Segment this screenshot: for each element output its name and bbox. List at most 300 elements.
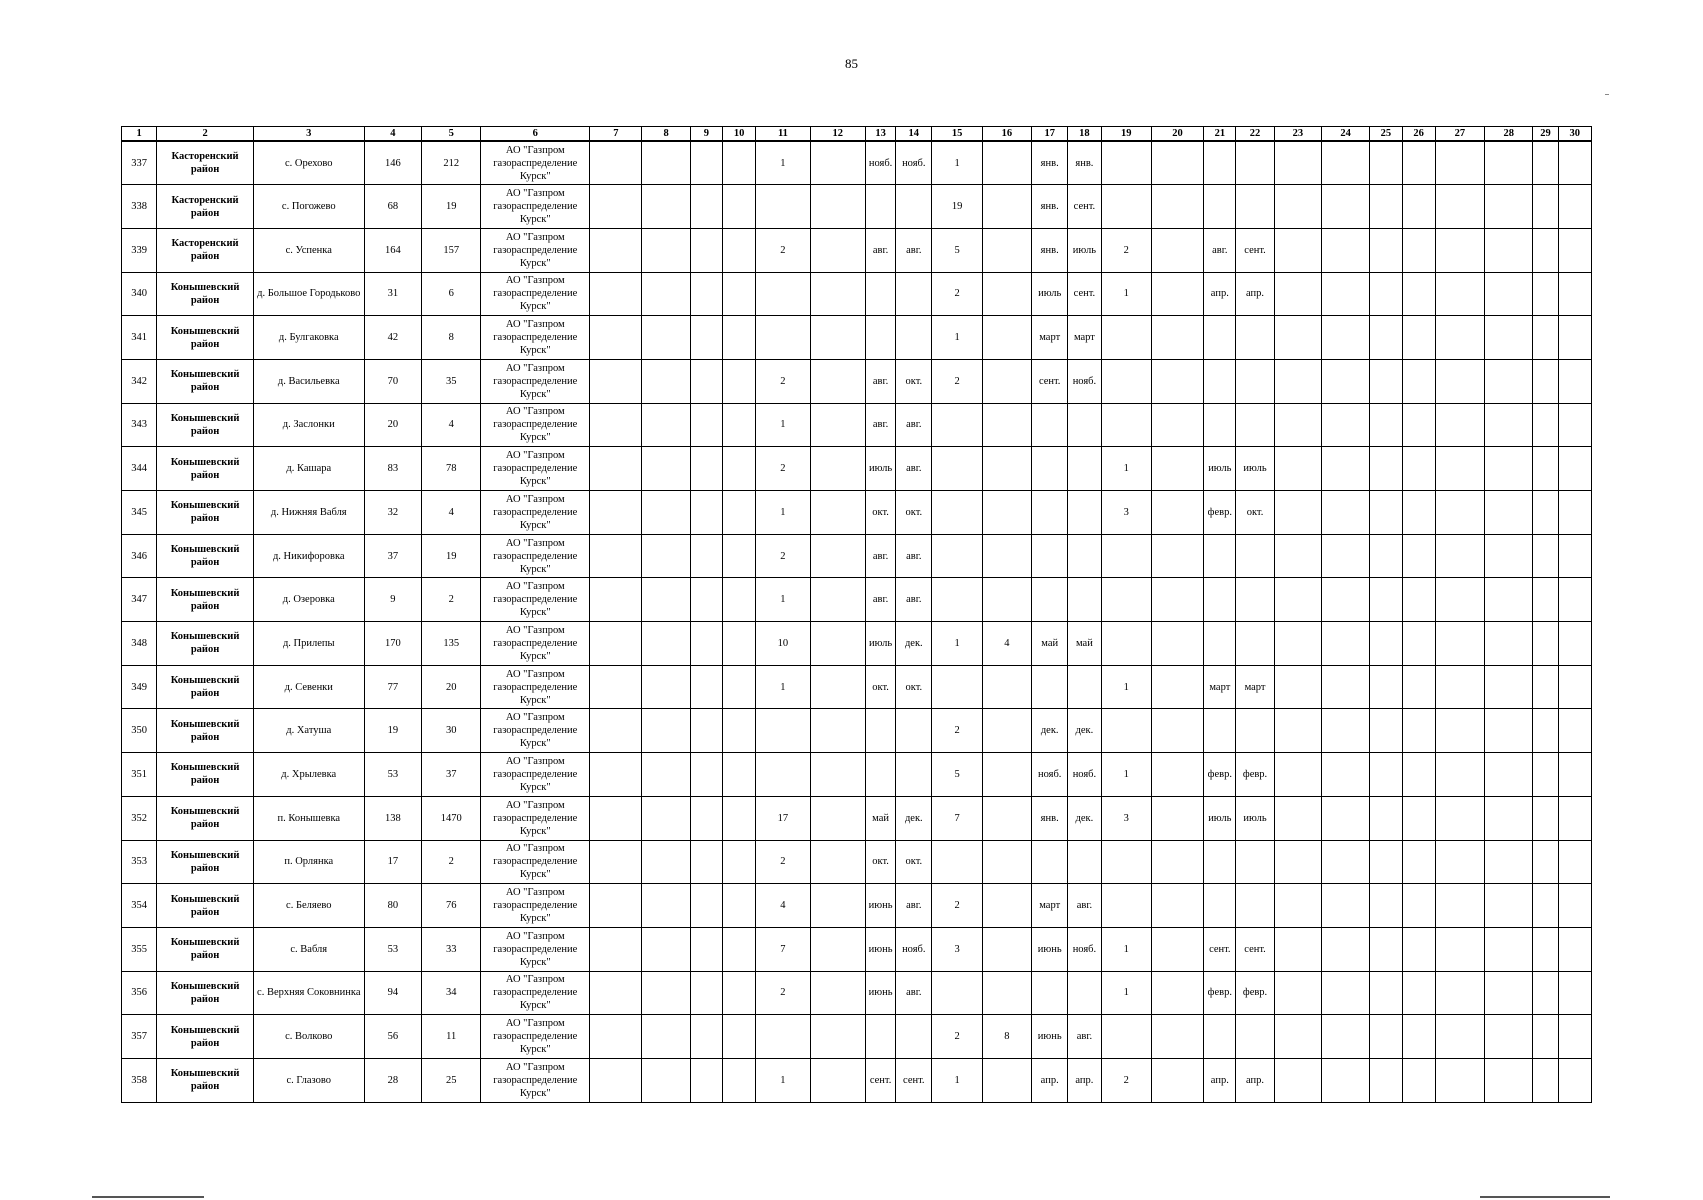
- table-cell: [590, 927, 642, 971]
- table-cell: [756, 316, 810, 360]
- table-cell: нояб.: [1032, 753, 1068, 797]
- table-cell: [982, 316, 1031, 360]
- table-cell: [982, 534, 1031, 578]
- table-cell: март: [1068, 316, 1101, 360]
- table-cell: [1370, 447, 1402, 491]
- table-cell: [810, 447, 865, 491]
- table-cell: [1485, 534, 1533, 578]
- district-cell: Касторенский район: [157, 141, 254, 185]
- column-header: 18: [1068, 127, 1101, 142]
- table-cell: 1: [1101, 753, 1151, 797]
- table-cell: [865, 316, 895, 360]
- settlement-cell: д. Хрылевка: [253, 753, 364, 797]
- table-cell: [1402, 709, 1435, 753]
- table-cell: [896, 1015, 932, 1059]
- table-cell: [932, 971, 982, 1015]
- table-cell: янв.: [1032, 141, 1068, 185]
- table-cell: [1101, 359, 1151, 403]
- table-cell: [1274, 753, 1321, 797]
- row-number-cell: 349: [122, 665, 157, 709]
- table-cell: [1435, 359, 1484, 403]
- table-cell: [1204, 403, 1236, 447]
- table-cell: [1402, 185, 1435, 229]
- table-cell: июль: [865, 622, 895, 666]
- table-cell: [1435, 665, 1484, 709]
- table-cell: [1321, 272, 1369, 316]
- table-cell: [1236, 622, 1274, 666]
- table-cell: нояб.: [1068, 753, 1101, 797]
- table-cell: [1370, 665, 1402, 709]
- table-cell: [1533, 753, 1558, 797]
- table-cell: сент.: [1204, 927, 1236, 971]
- table-cell: 8: [422, 316, 481, 360]
- table-cell: [1274, 622, 1321, 666]
- table-cell: [982, 359, 1031, 403]
- table-cell: [723, 534, 756, 578]
- table-cell: [1370, 316, 1402, 360]
- table-cell: 1: [1101, 447, 1151, 491]
- table-cell: [982, 927, 1031, 971]
- table-cell: янв.: [1032, 796, 1068, 840]
- column-header: 8: [642, 127, 690, 142]
- table-cell: [1435, 316, 1484, 360]
- table-cell: 19: [422, 534, 481, 578]
- table-cell: [1485, 185, 1533, 229]
- table-cell: [1274, 534, 1321, 578]
- table-cell: [1236, 534, 1274, 578]
- settlement-cell: с. Беляево: [253, 884, 364, 928]
- table-cell: 19: [932, 185, 982, 229]
- table-cell: [1151, 578, 1203, 622]
- table-cell: [810, 753, 865, 797]
- table-cell: 17: [756, 796, 810, 840]
- settlement-cell: д. Васильевка: [253, 359, 364, 403]
- table-cell: сент.: [1068, 272, 1101, 316]
- table-cell: [932, 840, 982, 884]
- table-cell: [1402, 1058, 1435, 1102]
- table-row: [122, 534, 1592, 578]
- table-cell: июль: [1204, 796, 1236, 840]
- table-cell: [1533, 534, 1558, 578]
- table-cell: [1151, 884, 1203, 928]
- column-header: 13: [865, 127, 895, 142]
- table-row: [122, 884, 1592, 928]
- settlement-cell: п. Орлянка: [253, 840, 364, 884]
- table-cell: [1533, 1015, 1558, 1059]
- table-cell: [1236, 403, 1274, 447]
- table-cell: [1236, 884, 1274, 928]
- footer-rule: [1480, 1196, 1610, 1198]
- organization-cell: АО "Газпром газораспределение Курск": [481, 272, 590, 316]
- table-cell: [723, 796, 756, 840]
- table-cell: [690, 185, 722, 229]
- organization-cell: АО "Газпром газораспределение Курск": [481, 665, 590, 709]
- table-cell: [1321, 665, 1369, 709]
- table-cell: [1485, 927, 1533, 971]
- table-cell: 1: [932, 141, 982, 185]
- table-cell: [723, 185, 756, 229]
- table-cell: [723, 622, 756, 666]
- table-cell: [1068, 665, 1101, 709]
- table-cell: [723, 971, 756, 1015]
- table-cell: [1370, 578, 1402, 622]
- table-cell: [1068, 534, 1101, 578]
- table-cell: [1236, 359, 1274, 403]
- table-cell: [1274, 1058, 1321, 1102]
- table-cell: [1321, 359, 1369, 403]
- table-row: [122, 447, 1592, 491]
- table-cell: [1435, 185, 1484, 229]
- table-cell: [982, 665, 1031, 709]
- table-cell: [1402, 403, 1435, 447]
- settlement-cell: с. Погожево: [253, 185, 364, 229]
- table-cell: [590, 753, 642, 797]
- table-cell: [982, 141, 1031, 185]
- table-cell: [1435, 840, 1484, 884]
- table-cell: [756, 709, 810, 753]
- table-cell: 1: [932, 316, 982, 360]
- table-cell: [1558, 185, 1591, 229]
- row-number-cell: 344: [122, 447, 157, 491]
- table-cell: [1558, 971, 1591, 1015]
- organization-cell: АО "Газпром газораспределение Курск": [481, 228, 590, 272]
- table-cell: [982, 840, 1031, 884]
- table-cell: [1485, 228, 1533, 272]
- table-cell: [1101, 141, 1151, 185]
- table-cell: [590, 1058, 642, 1102]
- table-cell: [1485, 796, 1533, 840]
- table-cell: [982, 272, 1031, 316]
- table-cell: февр.: [1236, 753, 1274, 797]
- table-cell: [756, 1015, 810, 1059]
- table-cell: 11: [422, 1015, 481, 1059]
- table-cell: [1101, 578, 1151, 622]
- table-cell: янв.: [1032, 228, 1068, 272]
- table-cell: [1485, 447, 1533, 491]
- table-cell: [690, 447, 722, 491]
- table-cell: 94: [364, 971, 421, 1015]
- table-cell: [1370, 185, 1402, 229]
- table-cell: [982, 971, 1031, 1015]
- table-cell: [1558, 1058, 1591, 1102]
- table-cell: [642, 1058, 690, 1102]
- table-cell: 157: [422, 228, 481, 272]
- table-cell: [590, 578, 642, 622]
- table-cell: [1435, 272, 1484, 316]
- organization-cell: АО "Газпром газораспределение Курск": [481, 709, 590, 753]
- column-header: 4: [364, 127, 421, 142]
- table-cell: июль: [1032, 272, 1068, 316]
- district-cell: Конышевский район: [157, 840, 254, 884]
- district-cell: Конышевский район: [157, 796, 254, 840]
- row-number-cell: 338: [122, 185, 157, 229]
- table-cell: 1: [756, 578, 810, 622]
- table-cell: [1321, 491, 1369, 535]
- table-cell: [1533, 403, 1558, 447]
- row-number-cell: 354: [122, 884, 157, 928]
- table-cell: июль: [1236, 447, 1274, 491]
- table-cell: [982, 884, 1031, 928]
- organization-cell: АО "Газпром газораспределение Курск": [481, 403, 590, 447]
- organization-cell: АО "Газпром газораспределение Курск": [481, 840, 590, 884]
- table-cell: 2: [756, 971, 810, 1015]
- table-cell: [1402, 840, 1435, 884]
- table-cell: [1370, 622, 1402, 666]
- column-header: 27: [1435, 127, 1484, 142]
- table-cell: окт.: [896, 840, 932, 884]
- table-cell: [810, 927, 865, 971]
- organization-cell: АО "Газпром газораспределение Курск": [481, 753, 590, 797]
- column-header: 22: [1236, 127, 1274, 142]
- table-cell: [1435, 971, 1484, 1015]
- table-cell: [690, 709, 722, 753]
- table-cell: [642, 709, 690, 753]
- district-cell: Конышевский район: [157, 359, 254, 403]
- table-cell: 20: [422, 665, 481, 709]
- table-cell: июнь: [865, 927, 895, 971]
- table-cell: 4: [756, 884, 810, 928]
- table-cell: [1370, 927, 1402, 971]
- table-cell: [810, 709, 865, 753]
- table-cell: [1370, 491, 1402, 535]
- table-cell: [1558, 359, 1591, 403]
- table-cell: март: [1204, 665, 1236, 709]
- table-cell: 53: [364, 927, 421, 971]
- table-cell: [1402, 665, 1435, 709]
- table-cell: [810, 665, 865, 709]
- table-cell: [1101, 316, 1151, 360]
- table-cell: дек.: [1068, 796, 1101, 840]
- table-cell: [896, 185, 932, 229]
- table-cell: [1558, 578, 1591, 622]
- district-cell: Конышевский район: [157, 884, 254, 928]
- table-cell: 30: [422, 709, 481, 753]
- table-cell: [1204, 709, 1236, 753]
- table-cell: [896, 753, 932, 797]
- table-cell: [1151, 927, 1203, 971]
- organization-cell: АО "Газпром газораспределение Курск": [481, 447, 590, 491]
- table-cell: [1032, 491, 1068, 535]
- table-cell: [810, 534, 865, 578]
- table-cell: дек.: [896, 796, 932, 840]
- table-cell: апр.: [1204, 272, 1236, 316]
- table-cell: [1533, 796, 1558, 840]
- table-cell: [896, 272, 932, 316]
- table-cell: [1151, 753, 1203, 797]
- table-cell: [810, 228, 865, 272]
- district-cell: Конышевский район: [157, 622, 254, 666]
- table-cell: [590, 228, 642, 272]
- organization-cell: АО "Газпром газораспределение Курск": [481, 185, 590, 229]
- table-cell: сент.: [1236, 927, 1274, 971]
- table-cell: [1032, 665, 1068, 709]
- column-header: 17: [1032, 127, 1068, 142]
- table-cell: [690, 578, 722, 622]
- table-cell: [690, 927, 722, 971]
- column-header: 25: [1370, 127, 1402, 142]
- table-cell: [1274, 491, 1321, 535]
- table-cell: [723, 228, 756, 272]
- row-number-cell: 343: [122, 403, 157, 447]
- table-cell: [1558, 228, 1591, 272]
- table-cell: дек.: [1032, 709, 1068, 753]
- table-cell: март: [1032, 316, 1068, 360]
- table-cell: 53: [364, 753, 421, 797]
- table-row: [122, 185, 1592, 229]
- table-cell: [690, 272, 722, 316]
- column-header: 30: [1558, 127, 1591, 142]
- table-cell: [932, 403, 982, 447]
- table-cell: авг.: [865, 578, 895, 622]
- table-row: [122, 1015, 1592, 1059]
- table-cell: [723, 272, 756, 316]
- table-cell: 170: [364, 622, 421, 666]
- table-row: [122, 272, 1592, 316]
- table-cell: [690, 1015, 722, 1059]
- table-cell: [1533, 578, 1558, 622]
- table-cell: [1068, 447, 1101, 491]
- table-cell: [1032, 578, 1068, 622]
- table-cell: [1101, 709, 1151, 753]
- column-header: 11: [756, 127, 810, 142]
- row-number-cell: 341: [122, 316, 157, 360]
- table-cell: нояб.: [896, 141, 932, 185]
- settlement-cell: с. Волково: [253, 1015, 364, 1059]
- table-cell: нояб.: [896, 927, 932, 971]
- table-cell: [1533, 316, 1558, 360]
- table-cell: [1533, 840, 1558, 884]
- table-cell: [1370, 1058, 1402, 1102]
- table-cell: [1151, 709, 1203, 753]
- table-cell: [1558, 840, 1591, 884]
- table-cell: дек.: [896, 622, 932, 666]
- table-cell: [932, 534, 982, 578]
- table-cell: янв.: [1068, 141, 1101, 185]
- table-cell: [1402, 447, 1435, 491]
- settlement-cell: д. Заслонки: [253, 403, 364, 447]
- table-cell: [642, 753, 690, 797]
- table-cell: [1204, 359, 1236, 403]
- table-cell: [1533, 665, 1558, 709]
- table-cell: февр.: [1204, 971, 1236, 1015]
- table-cell: [1558, 622, 1591, 666]
- table-cell: сент.: [1032, 359, 1068, 403]
- row-number-cell: 348: [122, 622, 157, 666]
- table-cell: [642, 359, 690, 403]
- column-header: 20: [1151, 127, 1203, 142]
- table-cell: [1274, 578, 1321, 622]
- table-cell: 1: [756, 403, 810, 447]
- table-cell: [1321, 141, 1369, 185]
- district-cell: Касторенский район: [157, 228, 254, 272]
- table-cell: 135: [422, 622, 481, 666]
- row-number-cell: 356: [122, 971, 157, 1015]
- table-cell: [1151, 665, 1203, 709]
- table-cell: [1558, 403, 1591, 447]
- table-cell: [1402, 491, 1435, 535]
- table-cell: [810, 403, 865, 447]
- table-cell: 20: [364, 403, 421, 447]
- table-cell: [1485, 491, 1533, 535]
- table-cell: [1435, 447, 1484, 491]
- table-cell: [723, 665, 756, 709]
- table-cell: май: [865, 796, 895, 840]
- organization-cell: АО "Газпром газораспределение Курск": [481, 316, 590, 360]
- column-header: 12: [810, 127, 865, 142]
- table-cell: [810, 185, 865, 229]
- table-cell: [590, 534, 642, 578]
- district-cell: Конышевский район: [157, 316, 254, 360]
- table-cell: март: [1032, 884, 1068, 928]
- table-cell: [1533, 622, 1558, 666]
- table-cell: 2: [932, 709, 982, 753]
- table-cell: [810, 622, 865, 666]
- table-cell: 76: [422, 884, 481, 928]
- settlement-cell: с. Вабля: [253, 927, 364, 971]
- district-cell: Конышевский район: [157, 753, 254, 797]
- table-cell: авг.: [1068, 1015, 1101, 1059]
- table-cell: [1533, 927, 1558, 971]
- row-number-cell: 342: [122, 359, 157, 403]
- table-cell: [1101, 622, 1151, 666]
- table-cell: [1101, 840, 1151, 884]
- table-cell: 4: [422, 491, 481, 535]
- table-cell: [723, 753, 756, 797]
- table-cell: [1236, 578, 1274, 622]
- table-cell: [1204, 185, 1236, 229]
- table-cell: [723, 491, 756, 535]
- row-number-cell: 357: [122, 1015, 157, 1059]
- table-cell: [1068, 578, 1101, 622]
- table-cell: [756, 753, 810, 797]
- table-cell: [1032, 840, 1068, 884]
- table-cell: [1533, 359, 1558, 403]
- table-cell: [1533, 884, 1558, 928]
- column-header: 19: [1101, 127, 1151, 142]
- organization-cell: АО "Газпром газораспределение Курск": [481, 971, 590, 1015]
- table-cell: 2: [756, 359, 810, 403]
- table-cell: [810, 884, 865, 928]
- table-cell: 1: [756, 1058, 810, 1102]
- table-cell: [1321, 316, 1369, 360]
- table-row: [122, 753, 1592, 797]
- table-cell: 3: [932, 927, 982, 971]
- organization-cell: АО "Газпром газораспределение Курск": [481, 927, 590, 971]
- table-cell: [1435, 709, 1484, 753]
- table-cell: [1204, 884, 1236, 928]
- table-cell: [982, 228, 1031, 272]
- table-cell: [1402, 578, 1435, 622]
- table-cell: 6: [422, 272, 481, 316]
- table-cell: [1533, 447, 1558, 491]
- table-cell: июль: [1204, 447, 1236, 491]
- table-cell: июнь: [865, 971, 895, 1015]
- table-cell: [1274, 927, 1321, 971]
- table-cell: 7: [756, 927, 810, 971]
- table-cell: [642, 403, 690, 447]
- table-cell: [1402, 228, 1435, 272]
- table-cell: сент.: [896, 1058, 932, 1102]
- district-cell: Конышевский район: [157, 447, 254, 491]
- table-cell: [590, 796, 642, 840]
- table-cell: [1485, 753, 1533, 797]
- table-cell: июль: [865, 447, 895, 491]
- table-cell: 83: [364, 447, 421, 491]
- table-cell: авг.: [1204, 228, 1236, 272]
- table-cell: 2: [932, 884, 982, 928]
- organization-cell: АО "Газпром газораспределение Курск": [481, 491, 590, 535]
- table-cell: 37: [422, 753, 481, 797]
